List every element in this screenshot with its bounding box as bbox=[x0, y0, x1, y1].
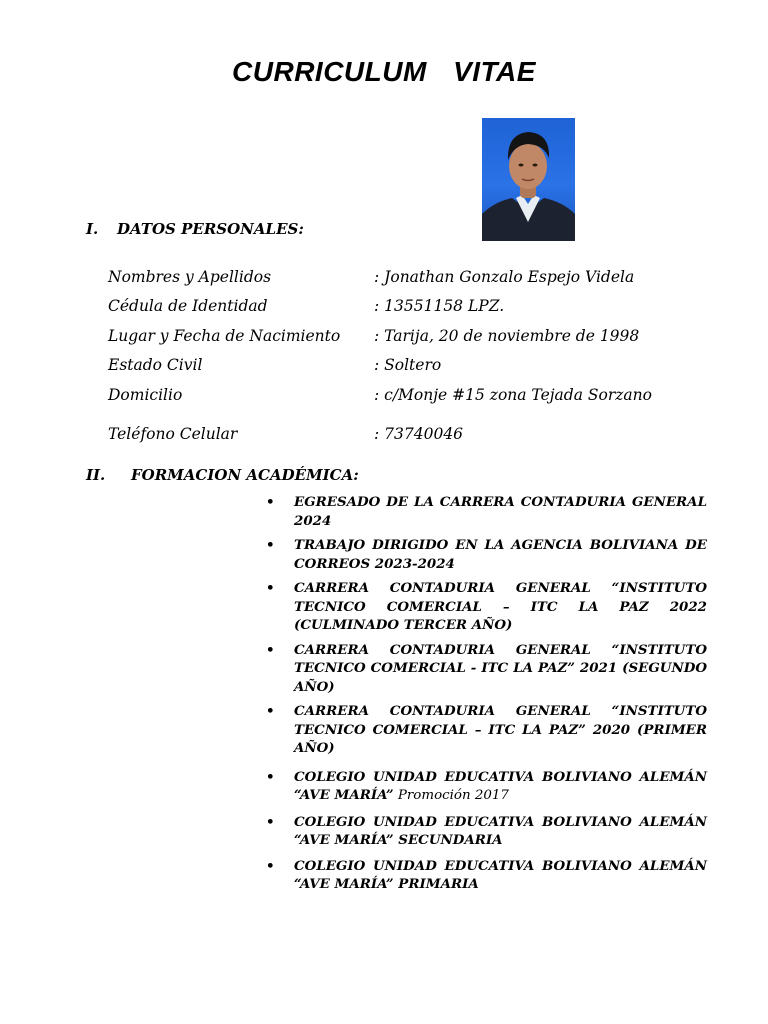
field-label: Cédula de Identidad bbox=[108, 297, 268, 315]
section-title: FORMACION ACADÉMICA: bbox=[131, 466, 359, 484]
list-item bbox=[263, 536, 707, 573]
person-portrait-icon bbox=[482, 118, 575, 241]
list-item bbox=[263, 768, 707, 806]
section-title: DATOS PERSONALES: bbox=[117, 220, 304, 238]
list-item bbox=[263, 702, 707, 758]
education-item-text: COLEGIO UNIDAD EDUCATIVA BOLIVIANO ALEMÁN “AVE MARÍA” bbox=[294, 768, 707, 803]
field-label: Estado Civil bbox=[108, 356, 203, 374]
bullet-icon: • bbox=[266, 768, 275, 785]
list-item bbox=[263, 641, 707, 697]
list-item bbox=[263, 579, 707, 635]
field-value: : Jonathan Gonzalo Espejo Videla bbox=[374, 268, 635, 286]
field-value: : 13551158 LPZ. bbox=[374, 297, 505, 315]
bullet-icon: • bbox=[266, 580, 275, 596]
list-item bbox=[263, 813, 707, 850]
education-item-text: COLEGIO UNIDAD EDUCATIVA BOLIVIANO ALEMÁN “AVE MARÍA” SECUNDARIA bbox=[294, 813, 707, 848]
bullet-icon: • bbox=[266, 703, 275, 719]
field-value: : Soltero bbox=[374, 356, 442, 374]
bullet-icon: • bbox=[266, 813, 275, 830]
section-number: II. bbox=[86, 466, 106, 484]
field-label: Teléfono Celular bbox=[108, 425, 238, 443]
document-title: CURRICULUM VITAE bbox=[232, 56, 536, 87]
education-item-text: TRABAJO DIRIGIDO EN LA AGENCIA BOLIVIANA DE CORREOS 2023-2024 bbox=[294, 537, 707, 572]
education-item-text: CARRERA CONTADURIA GENERAL “INSTITUTO TECNICO COMERCIAL – ITC LA PAZ” 2020 (PRIMER AÑO) bbox=[294, 703, 707, 756]
list-item bbox=[263, 493, 707, 530]
field-label: Domicilio bbox=[108, 386, 183, 404]
bullet-icon: • bbox=[266, 857, 275, 874]
field-value: : Tarija, 20 de noviembre de 1998 bbox=[374, 327, 640, 345]
bullet-icon: • bbox=[266, 641, 275, 658]
field-label: Nombres y Apellidos bbox=[108, 268, 272, 286]
section-heading-personal bbox=[86, 220, 304, 238]
education-item-text: EGRESADO DE LA CARRERA CONTADURIA GENERAL 2024 bbox=[294, 494, 707, 529]
bullet-icon: • bbox=[266, 537, 275, 553]
field-label: Lugar y Fecha de Nacimiento bbox=[108, 327, 341, 345]
field-value: : c/Monje #15 zona Tejada Sorzano bbox=[374, 386, 652, 404]
bullet-icon: • bbox=[266, 494, 275, 510]
education-item-text: CARRERA CONTADURIA GENERAL “INSTITUTO TECNICO COMERCIAL – ITC LA PAZ 2022 (CULMINADO TERCER AÑO) bbox=[294, 580, 707, 633]
list-item bbox=[263, 857, 707, 894]
education-item-note: Promoción 2017 bbox=[393, 788, 509, 803]
section-number: I. bbox=[86, 220, 99, 238]
profile-photo bbox=[482, 118, 575, 241]
section-heading-education bbox=[86, 466, 359, 484]
education-item-text: COLEGIO UNIDAD EDUCATIVA BOLIVIANO ALEMÁN “AVE MARÍA” PRIMARIA bbox=[294, 857, 707, 892]
field-value: : 73740046 bbox=[374, 425, 464, 443]
education-list bbox=[263, 493, 707, 894]
education-item-text: CARRERA CONTADURIA GENERAL “INSTITUTO TECNICO COMERCIAL - ITC LA PAZ” 2021 (SEGUNDO AÑO) bbox=[294, 641, 707, 695]
